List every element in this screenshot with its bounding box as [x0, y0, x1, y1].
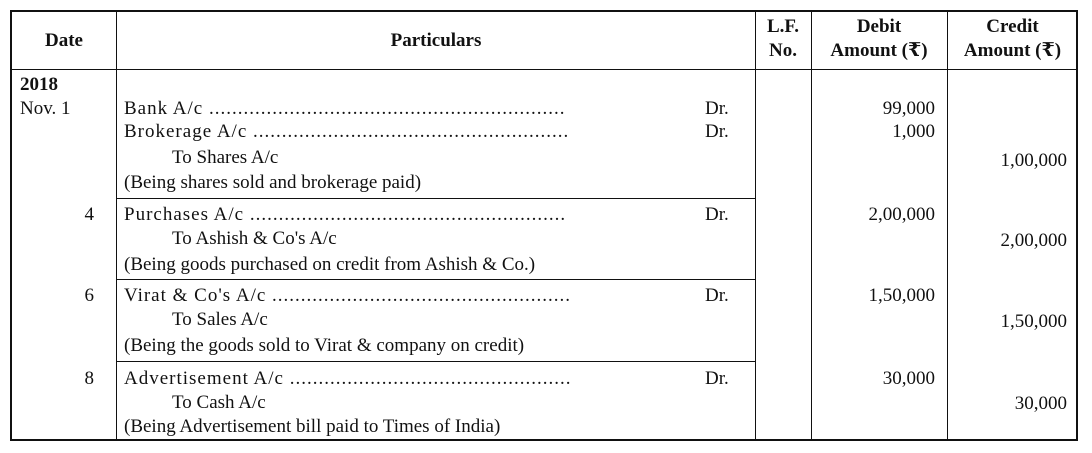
entry-narration: (Being Advertisement bill paid to Times of India) [124, 416, 501, 437]
entry-separator-1 [116, 198, 756, 199]
debit-amount: 1,50,000 [868, 285, 935, 306]
header-lf-line1: L.F. [766, 16, 800, 37]
entry-line-text: To Sales A/c [172, 309, 268, 330]
entry-line-text: Purchases A/c ....................................................... [124, 204, 567, 225]
entry-date: 8 [84, 368, 94, 389]
header-credit-line2: Amount (₹) [963, 40, 1062, 61]
entry-date: 4 [84, 204, 94, 225]
credit-amount: 1,00,000 [1000, 150, 1067, 171]
entry-separator-2 [116, 279, 756, 280]
dr-label: Dr. [705, 121, 729, 142]
col-divider-particulars [755, 12, 756, 439]
credit-amount: 2,00,000 [1000, 230, 1067, 251]
entry-line-text: To Cash A/c [172, 392, 266, 413]
dr-label: Dr. [705, 204, 729, 225]
header-date: Date [45, 30, 83, 51]
year-label: 2018 [20, 74, 58, 95]
entry-line-text: Advertisement A/c ................................................. [124, 368, 572, 389]
entry-narration: (Being goods purchased on credit from Ashish & Co.) [124, 254, 536, 275]
debit-amount: 30,000 [882, 368, 935, 389]
debit-amount: 99,000 [882, 98, 935, 119]
journal-table [10, 10, 1078, 441]
entry-narration: (Being shares sold and brokerage paid) [124, 172, 422, 193]
entry-line-text: Virat & Co's A/c .................................................... [124, 285, 572, 306]
header-particulars: Particulars [390, 30, 482, 51]
entry-line-text: Brokerage A/c ....................................................... [124, 121, 570, 142]
debit-amount: 2,00,000 [868, 204, 935, 225]
entry-narration: (Being the goods sold to Virat & company on credit) [124, 335, 525, 356]
entry-line-text: To Ashish & Co's A/c [172, 228, 337, 249]
entry-date: 6 [84, 285, 94, 306]
entry-separator-3 [116, 361, 756, 362]
credit-amount: 30,000 [1014, 393, 1067, 414]
col-divider-date [116, 12, 117, 439]
entry-date: Nov. 1 [20, 98, 71, 119]
dr-label: Dr. [705, 98, 729, 119]
entry-line-text: Bank A/c .............................................................. [124, 98, 566, 119]
entry-line-text: To Shares A/c [172, 147, 279, 168]
header-credit-line1: Credit [986, 16, 1039, 37]
dr-label: Dr. [705, 285, 729, 306]
header-divider [12, 69, 1076, 70]
header-debit-line2: Amount (₹) [830, 40, 928, 61]
dr-label: Dr. [705, 368, 729, 389]
credit-amount: 1,50,000 [1000, 311, 1067, 332]
header-lf-line2: No. [769, 40, 797, 61]
header-debit-line1: Debit [856, 16, 902, 37]
col-divider-debit [947, 12, 948, 439]
debit-amount: 1,000 [892, 121, 935, 142]
